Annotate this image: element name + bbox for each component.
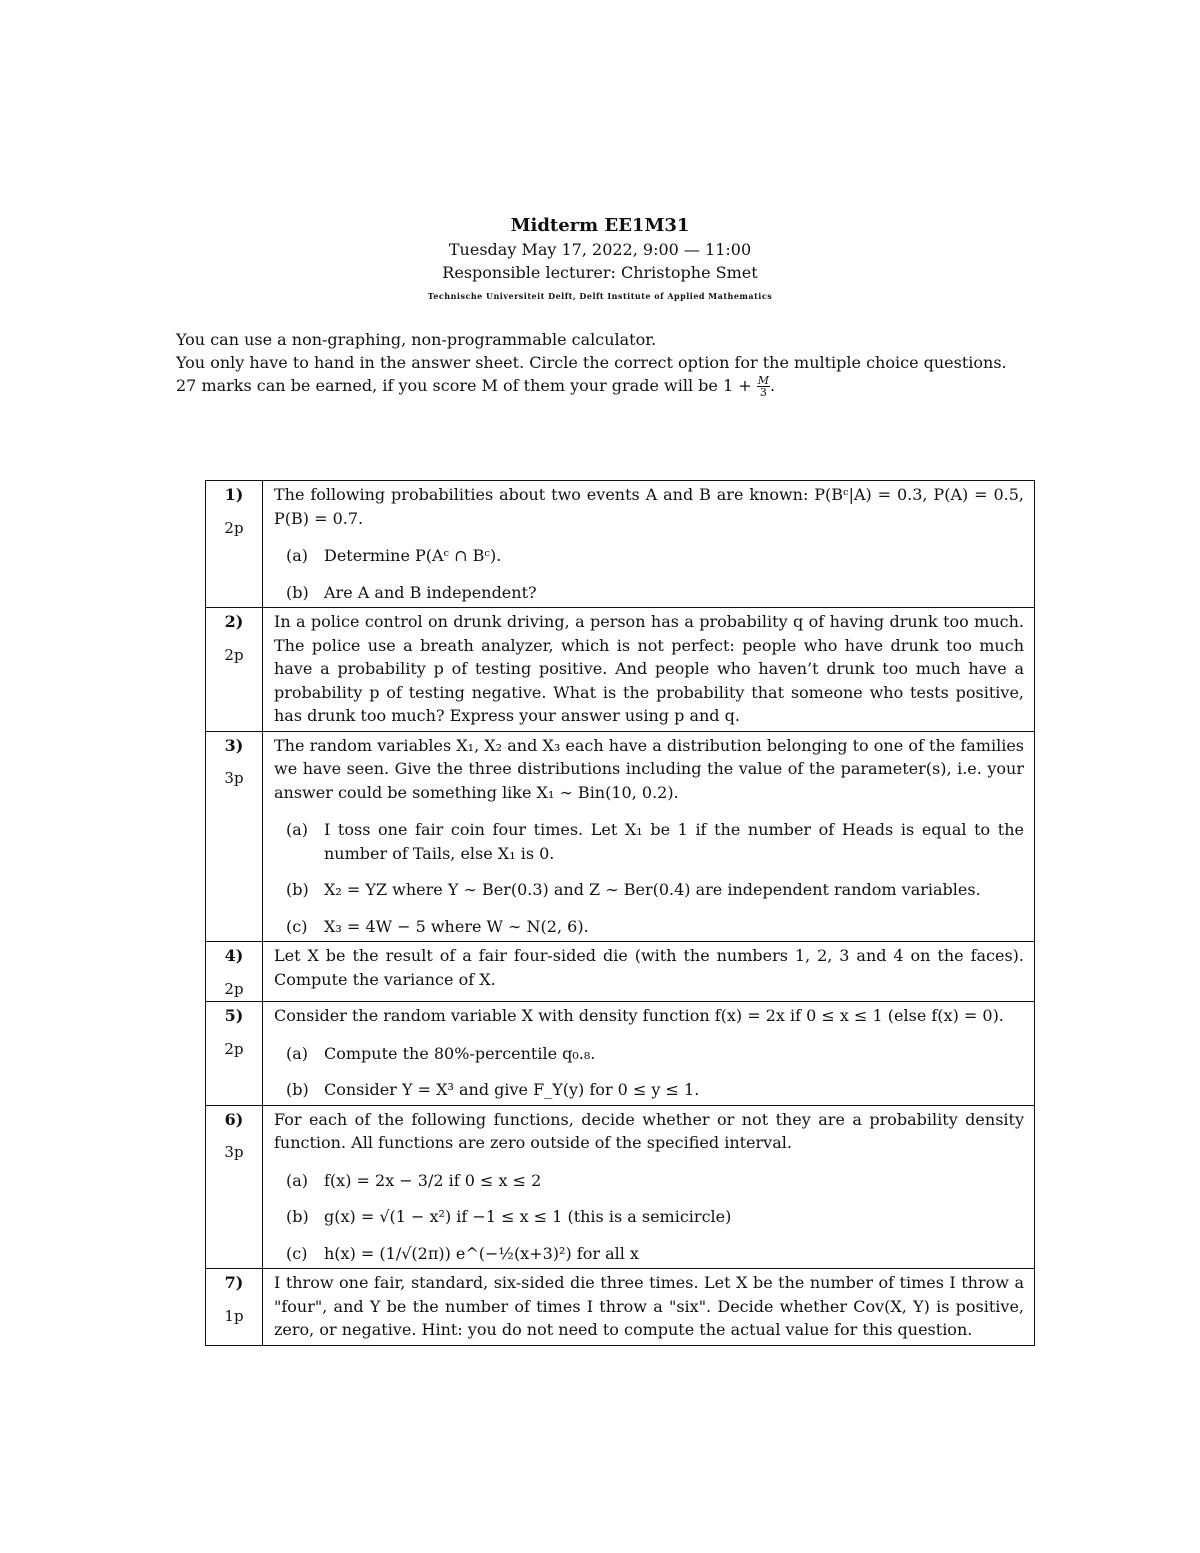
question-points: 1p <box>224 1306 244 1325</box>
question-parts <box>274 1169 1024 1266</box>
question-stem: For each of the following functions, decide whether or not they are a probability density function. All functions are zero outside of the specified interval. <box>274 1109 1024 1152</box>
question-part <box>274 544 1024 568</box>
question-stem: The following probabilities about two events A and B are known: P(Bᶜ|A) = 0.3, P(A) = 0.5, P(B) = 0.7. <box>274 485 1024 528</box>
question-stem: Consider the random variable X with density function f(x) = 2x if 0 ≤ x ≤ 1 (else f(x) = 0). <box>274 1006 1004 1025</box>
question-number-cell <box>206 1269 263 1346</box>
question-number: 1) <box>224 485 244 504</box>
question-text-cell <box>263 1002 1035 1106</box>
question-part <box>274 1042 1024 1066</box>
question-points: 2p <box>224 645 244 664</box>
question-text-cell <box>263 1269 1035 1346</box>
exam-title: Midterm EE1M31 <box>510 215 690 236</box>
part-label: (a) <box>286 1170 309 1190</box>
question-row <box>206 942 1035 1002</box>
grade-fraction-denominator: 3 <box>759 386 767 399</box>
question-points: 3p <box>224 769 244 787</box>
question-number-cell <box>206 481 263 608</box>
question-part <box>274 1169 1024 1193</box>
question-number: 2) <box>224 612 244 631</box>
grade-fraction <box>757 375 770 398</box>
question-stem: I throw one fair, standard, six-sided die three times. Let X be the number of times I throw a "four", and Y be the number of times I throw a "six". Decide whether Cov(X, Y) is positive, zero, or negative. Hint: you do not need to compute the actual value for this question. <box>274 1273 1024 1339</box>
part-text: h(x) = (1/√(2π)) e^(−½(x+3)²) for all x <box>324 1243 639 1263</box>
question-stem: In a police control on drunk driving, a person has a probability q of having drunk too much. The police use a breath analyzer, which is not perfect: people who have drunk too much have a probability p of testing positive. And people who haven’t drunk too much have a probability p of testing negative. What is the probability that someone who tests positive, has drunk too much? Express your answer using p and q. <box>274 612 1024 725</box>
question-part <box>274 1078 1024 1102</box>
questions-body <box>206 481 1035 1346</box>
question-number: 5) <box>224 1006 244 1025</box>
part-label: (a) <box>286 1043 309 1063</box>
question-text-cell <box>263 1105 1035 1269</box>
question-parts <box>274 1042 1024 1102</box>
questions-table <box>205 480 1035 1346</box>
part-label: (b) <box>286 1080 309 1099</box>
part-label: (a) <box>286 546 309 565</box>
part-text: Determine P(Aᶜ ∩ Bᶜ). <box>324 546 502 565</box>
part-label: (a) <box>286 820 309 839</box>
question-points: 2p <box>224 1039 244 1058</box>
question-text-cell <box>263 481 1035 608</box>
part-text: f(x) = 2x − 3/2 if 0 ≤ x ≤ 2 <box>324 1170 542 1190</box>
grading-text: 27 marks can be earned, if you score M of them your grade will be 1 + <box>176 376 752 395</box>
question-row <box>206 481 1035 608</box>
question-part <box>274 1242 1024 1266</box>
question-part <box>274 818 1024 865</box>
question-parts <box>274 544 1024 604</box>
question-part <box>274 581 1024 605</box>
responsible-lecturer: Responsible lecturer: Christophe Smet <box>442 263 758 282</box>
question-number: 7) <box>224 1273 244 1292</box>
part-label: (c) <box>286 1243 308 1263</box>
exam-date: Tuesday May 17, 2022, 9:00 — 11:00 <box>448 240 752 259</box>
question-row <box>206 731 1035 942</box>
instruction-calculator: You can use a non-graphing, non-programmable calculator. <box>176 330 657 349</box>
question-number: 4) <box>224 946 244 965</box>
question-number-cell <box>206 731 263 942</box>
grade-fraction-numerator: M <box>757 374 769 387</box>
question-text-cell <box>263 942 1035 1002</box>
question-part <box>274 1205 1024 1229</box>
question-row <box>206 1269 1035 1346</box>
question-number-cell <box>206 1002 263 1106</box>
part-text: g(x) = √(1 − x²) if −1 ≤ x ≤ 1 (this is a semicircle) <box>324 1207 732 1226</box>
part-text: X₃ = 4W − 5 where W ∼ N(2, 6). <box>324 916 589 936</box>
question-number: 3) <box>224 735 244 755</box>
question-points: 2p <box>224 979 244 998</box>
question-part <box>274 878 1024 902</box>
part-text: I toss one fair coin four times. Let X₁ be 1 if the number of Heads is equal to the number of Tails, else X₁ is 0. <box>324 820 1024 863</box>
part-text: Are A and B independent? <box>324 582 537 602</box>
question-number-cell <box>206 942 263 1002</box>
part-text: X₂ = YZ where Y ∼ Ber(0.3) and Z ∼ Ber(0.4) are independent random variables. <box>324 880 981 899</box>
part-text: Consider Y = X³ and give F_Y(y) for 0 ≤ y ≤ 1. <box>324 1080 700 1099</box>
question-points: 2p <box>224 518 244 537</box>
exam-header <box>0 214 1200 301</box>
question-part <box>274 915 1024 939</box>
institute-line: Technische Universiteit Delft, Delft Institute of Applied Mathematics <box>427 291 773 301</box>
instruction-answer-sheet: You only have to hand in the answer sheet. Circle the correct option for the multiple choice questions. <box>176 353 1007 372</box>
question-text-cell <box>263 608 1035 732</box>
exam-instructions <box>176 328 1012 398</box>
part-label: (b) <box>286 1207 309 1226</box>
question-row <box>206 1105 1035 1269</box>
question-number: 6) <box>224 1109 244 1129</box>
question-number-cell <box>206 608 263 732</box>
instruction-grading: 27 marks can be earned, if you score M of them your grade will be 1 + $\frac{M}{3}$ . <box>176 374 776 399</box>
question-parts <box>274 818 1024 938</box>
question-stem: The random variables X₁, X₂ and X₃ each have a distribution belonging to one of the families we have seen. Give the three distributions including the value of the parameter(s), i.e. your answer could be something like X₁ ∼ Bin(10, 0.2). <box>274 735 1024 802</box>
question-number-cell <box>206 1105 263 1269</box>
question-text-cell <box>263 731 1035 942</box>
question-row <box>206 1002 1035 1106</box>
part-text: Compute the 80%-percentile q₀.₈. <box>324 1043 596 1063</box>
part-label: (c) <box>286 916 308 936</box>
question-points: 3p <box>224 1143 244 1161</box>
part-label: (b) <box>286 582 309 602</box>
question-row <box>206 608 1035 732</box>
question-stem: Let X be the result of a fair four-sided die (with the numbers 1, 2, 3 and 4 on the faces). Compute the variance of X. <box>274 946 1024 989</box>
part-label: (b) <box>286 880 309 899</box>
